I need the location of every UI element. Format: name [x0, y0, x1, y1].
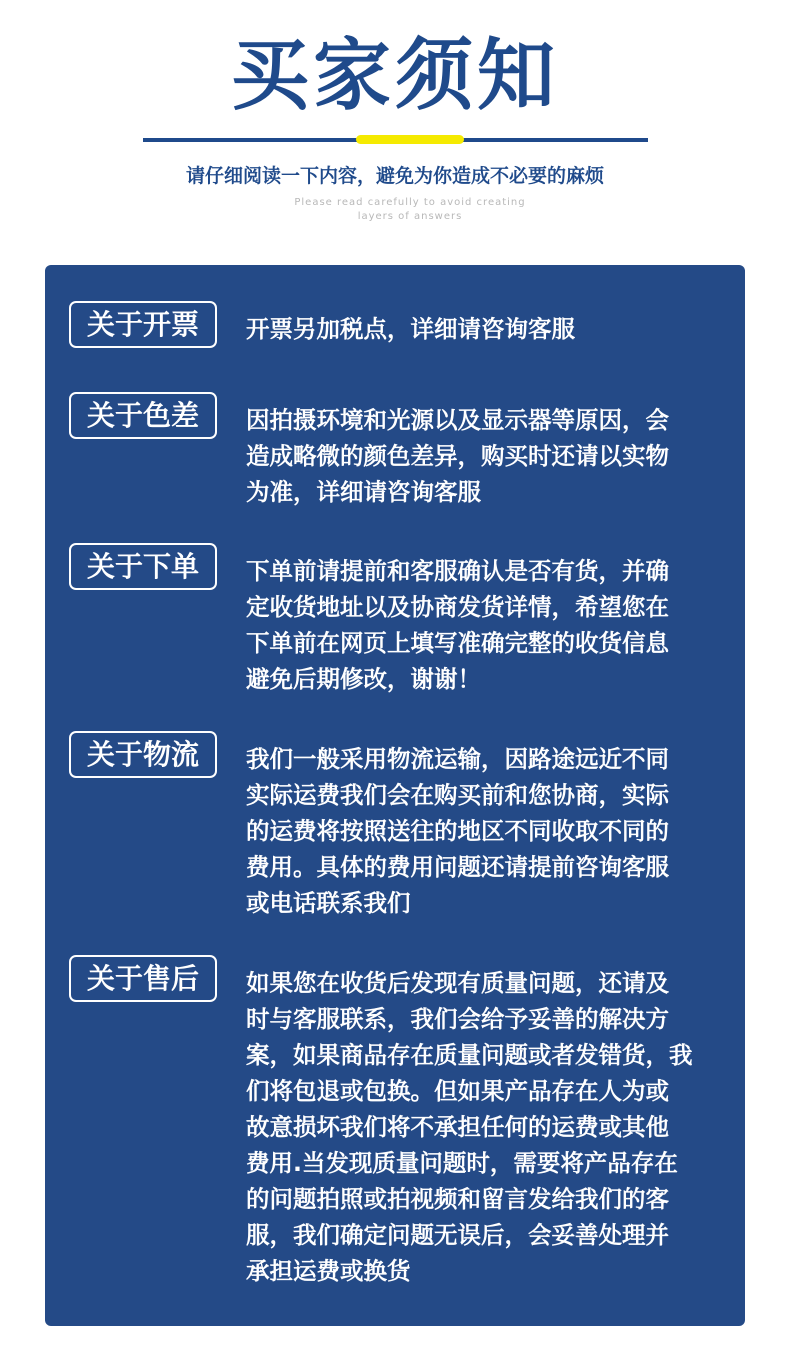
notice-label: 关于售后 — [69, 955, 217, 1002]
notice-panel — [45, 265, 745, 1326]
notice-label: 关于下单 — [69, 543, 217, 590]
page-subtitle-english: Please read carefully to avoid creating layers of answers — [294, 197, 526, 222]
title-divider-accent — [356, 135, 464, 144]
page-subtitle: 请仔细阅读一下内容，避免为你造成不必要的麻烦 — [185, 165, 604, 187]
notice-text: 如果您在收货后发现有质量问题，还请及 时与客服联系，我们会给予妥善的解决方 案，如果商品存在质量问题或者发错货，我 们将包退或包换。但如果产品存在人为或 故意损坏我们将不承担任何的运费或其他 费用.当发现质量问题时，需要将产品存在 的问题拍照或拍视频和留言发给我们的客 服，我们确定问题无误后，会妥善处理并 承担运费或换货 — [246, 969, 693, 1285]
notice-text: 因拍摄环境和光源以及显示器等原因，会 造成略微的颜色差异，购买时还请以实物 为准，详细请咨询客服 — [246, 406, 669, 506]
notice-label: 关于物流 — [69, 731, 217, 778]
notice-label: 关于色差 — [69, 392, 217, 439]
page-title: 买家须知 — [230, 31, 559, 121]
notice-text: 下单前请提前和客服确认是否有货，并确 定收货地址以及协商发货详情，希望您在 下单前在网页上填写准确完整的收货信息 避免后期修改，谢谢！ — [246, 557, 669, 693]
notice-label: 关于开票 — [69, 301, 217, 348]
notice-text: 我们一般采用物流运输，因路途远近不同 实际运费我们会在购买前和您协商，实际 的运费将按照送往的地区不同收取不同的 费用。具体的费用问题还请提前咨询客服 或电话联系我们 — [246, 745, 669, 917]
notice-text: 开票另加税点，详细请咨询客服 — [246, 315, 575, 343]
